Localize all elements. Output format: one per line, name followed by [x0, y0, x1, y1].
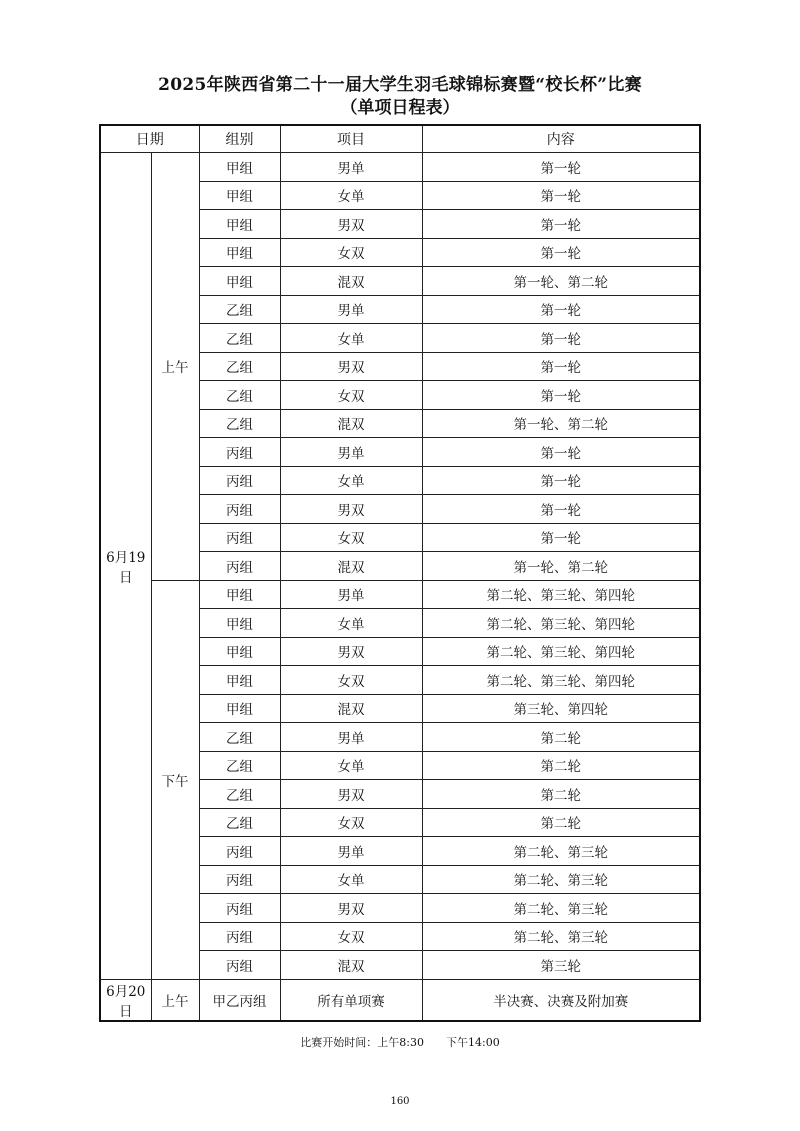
group-cell: 甲乙丙组 [199, 979, 280, 1021]
event-cell: 男单 [280, 295, 422, 324]
event-cell: 男双 [280, 894, 422, 923]
event-cell: 女单 [280, 751, 422, 780]
document-subtitle: （单项日程表） [340, 98, 460, 118]
group-cell: 乙组 [199, 381, 280, 410]
event-cell: 男双 [280, 495, 422, 524]
content-cell: 第二轮 [422, 751, 700, 780]
content-cell: 第二轮、第三轮 [422, 837, 700, 866]
date-cell: 6月20日 [100, 979, 151, 1021]
event-cell: 混双 [280, 267, 422, 296]
table-row [100, 153, 700, 182]
content-cell: 第二轮、第三轮、第四轮 [422, 637, 700, 666]
half-day-cell: 上午 [151, 153, 199, 581]
group-cell: 丙组 [199, 894, 280, 923]
content-cell: 第二轮、第三轮、第四轮 [422, 609, 700, 638]
half-day-cell: 上午 [151, 979, 199, 1021]
content-cell: 第一轮 [422, 295, 700, 324]
content-cell: 第二轮、第三轮、第四轮 [422, 666, 700, 695]
event-cell: 女单 [280, 865, 422, 894]
event-cell: 女双 [280, 238, 422, 267]
group-cell: 乙组 [199, 409, 280, 438]
content-cell: 第一轮、第二轮 [422, 267, 700, 296]
content-cell: 第一轮 [422, 438, 700, 467]
content-cell: 第一轮 [422, 352, 700, 381]
group-cell: 甲组 [199, 580, 280, 609]
event-cell: 男单 [280, 723, 422, 752]
header-date: 日期 [100, 125, 199, 153]
group-cell: 丙组 [199, 495, 280, 524]
event-cell: 男双 [280, 210, 422, 239]
event-cell: 女双 [280, 381, 422, 410]
group-cell: 丙组 [199, 922, 280, 951]
event-cell: 女单 [280, 609, 422, 638]
group-cell: 丙组 [199, 523, 280, 552]
event-cell: 混双 [280, 951, 422, 980]
content-cell: 第一轮、第二轮 [422, 552, 700, 581]
event-cell: 女单 [280, 324, 422, 353]
group-cell: 乙组 [199, 808, 280, 837]
content-cell: 第一轮 [422, 495, 700, 524]
group-cell: 丙组 [199, 951, 280, 980]
content-cell: 第二轮 [422, 723, 700, 752]
group-cell: 甲组 [199, 637, 280, 666]
group-cell: 丙组 [199, 865, 280, 894]
event-cell: 男双 [280, 637, 422, 666]
event-cell: 女双 [280, 666, 422, 695]
event-cell: 混双 [280, 552, 422, 581]
event-cell: 女双 [280, 523, 422, 552]
content-cell: 第三轮、第四轮 [422, 694, 700, 723]
content-cell: 第一轮 [422, 238, 700, 267]
page-number: 160 [390, 1096, 410, 1107]
content-cell: 半决赛、决赛及附加赛 [422, 979, 700, 1021]
event-cell: 混双 [280, 694, 422, 723]
table-header-row [100, 125, 700, 153]
header-content: 内容 [422, 125, 700, 153]
date-cell: 6月19日 [100, 153, 151, 980]
event-cell: 男单 [280, 438, 422, 467]
event-cell: 男单 [280, 580, 422, 609]
table-row [100, 979, 700, 1021]
group-cell: 甲组 [199, 210, 280, 239]
schedule-table [99, 124, 701, 1022]
content-cell: 第二轮、第三轮 [422, 922, 700, 951]
group-cell: 丙组 [199, 552, 280, 581]
content-cell: 第二轮 [422, 780, 700, 809]
group-cell: 乙组 [199, 723, 280, 752]
event-cell: 男单 [280, 837, 422, 866]
group-cell: 甲组 [199, 267, 280, 296]
event-cell: 女单 [280, 466, 422, 495]
content-cell: 第三轮 [422, 951, 700, 980]
group-cell: 乙组 [199, 780, 280, 809]
content-cell: 第一轮 [422, 153, 700, 182]
group-cell: 甲组 [199, 181, 280, 210]
content-cell: 第一轮 [422, 181, 700, 210]
event-cell: 男双 [280, 352, 422, 381]
group-cell: 甲组 [199, 153, 280, 182]
group-cell: 甲组 [199, 609, 280, 638]
content-cell: 第一轮 [422, 210, 700, 239]
group-cell: 甲组 [199, 238, 280, 267]
header-event: 项目 [280, 125, 422, 153]
group-cell: 乙组 [199, 352, 280, 381]
event-cell: 混双 [280, 409, 422, 438]
header-group: 组别 [199, 125, 280, 153]
group-cell: 丙组 [199, 466, 280, 495]
content-cell: 第一轮 [422, 523, 700, 552]
half-day-cell: 下午 [151, 580, 199, 979]
content-cell: 第一轮 [422, 466, 700, 495]
content-cell: 第一轮 [422, 381, 700, 410]
group-cell: 乙组 [199, 324, 280, 353]
group-cell: 乙组 [199, 751, 280, 780]
content-cell: 第二轮、第三轮 [422, 894, 700, 923]
event-cell: 男单 [280, 153, 422, 182]
group-cell: 丙组 [199, 837, 280, 866]
content-cell: 第一轮、第二轮 [422, 409, 700, 438]
event-cell: 女单 [280, 181, 422, 210]
document-title: 2025年陕西省第二十一届大学生羽毛球锦标赛暨“校长杯”比赛 [158, 75, 642, 95]
event-cell: 男双 [280, 780, 422, 809]
event-cell: 女双 [280, 808, 422, 837]
content-cell: 第二轮、第三轮、第四轮 [422, 580, 700, 609]
event-cell: 所有单项赛 [280, 979, 422, 1021]
group-cell: 乙组 [199, 295, 280, 324]
event-cell: 女双 [280, 922, 422, 951]
group-cell: 甲组 [199, 694, 280, 723]
start-time-note: 比赛开始时间：上午8:30 下午14:00 [300, 1036, 500, 1049]
table-row [100, 580, 700, 609]
content-cell: 第一轮 [422, 324, 700, 353]
group-cell: 甲组 [199, 666, 280, 695]
content-cell: 第二轮 [422, 808, 700, 837]
content-cell: 第二轮、第三轮 [422, 865, 700, 894]
group-cell: 丙组 [199, 438, 280, 467]
